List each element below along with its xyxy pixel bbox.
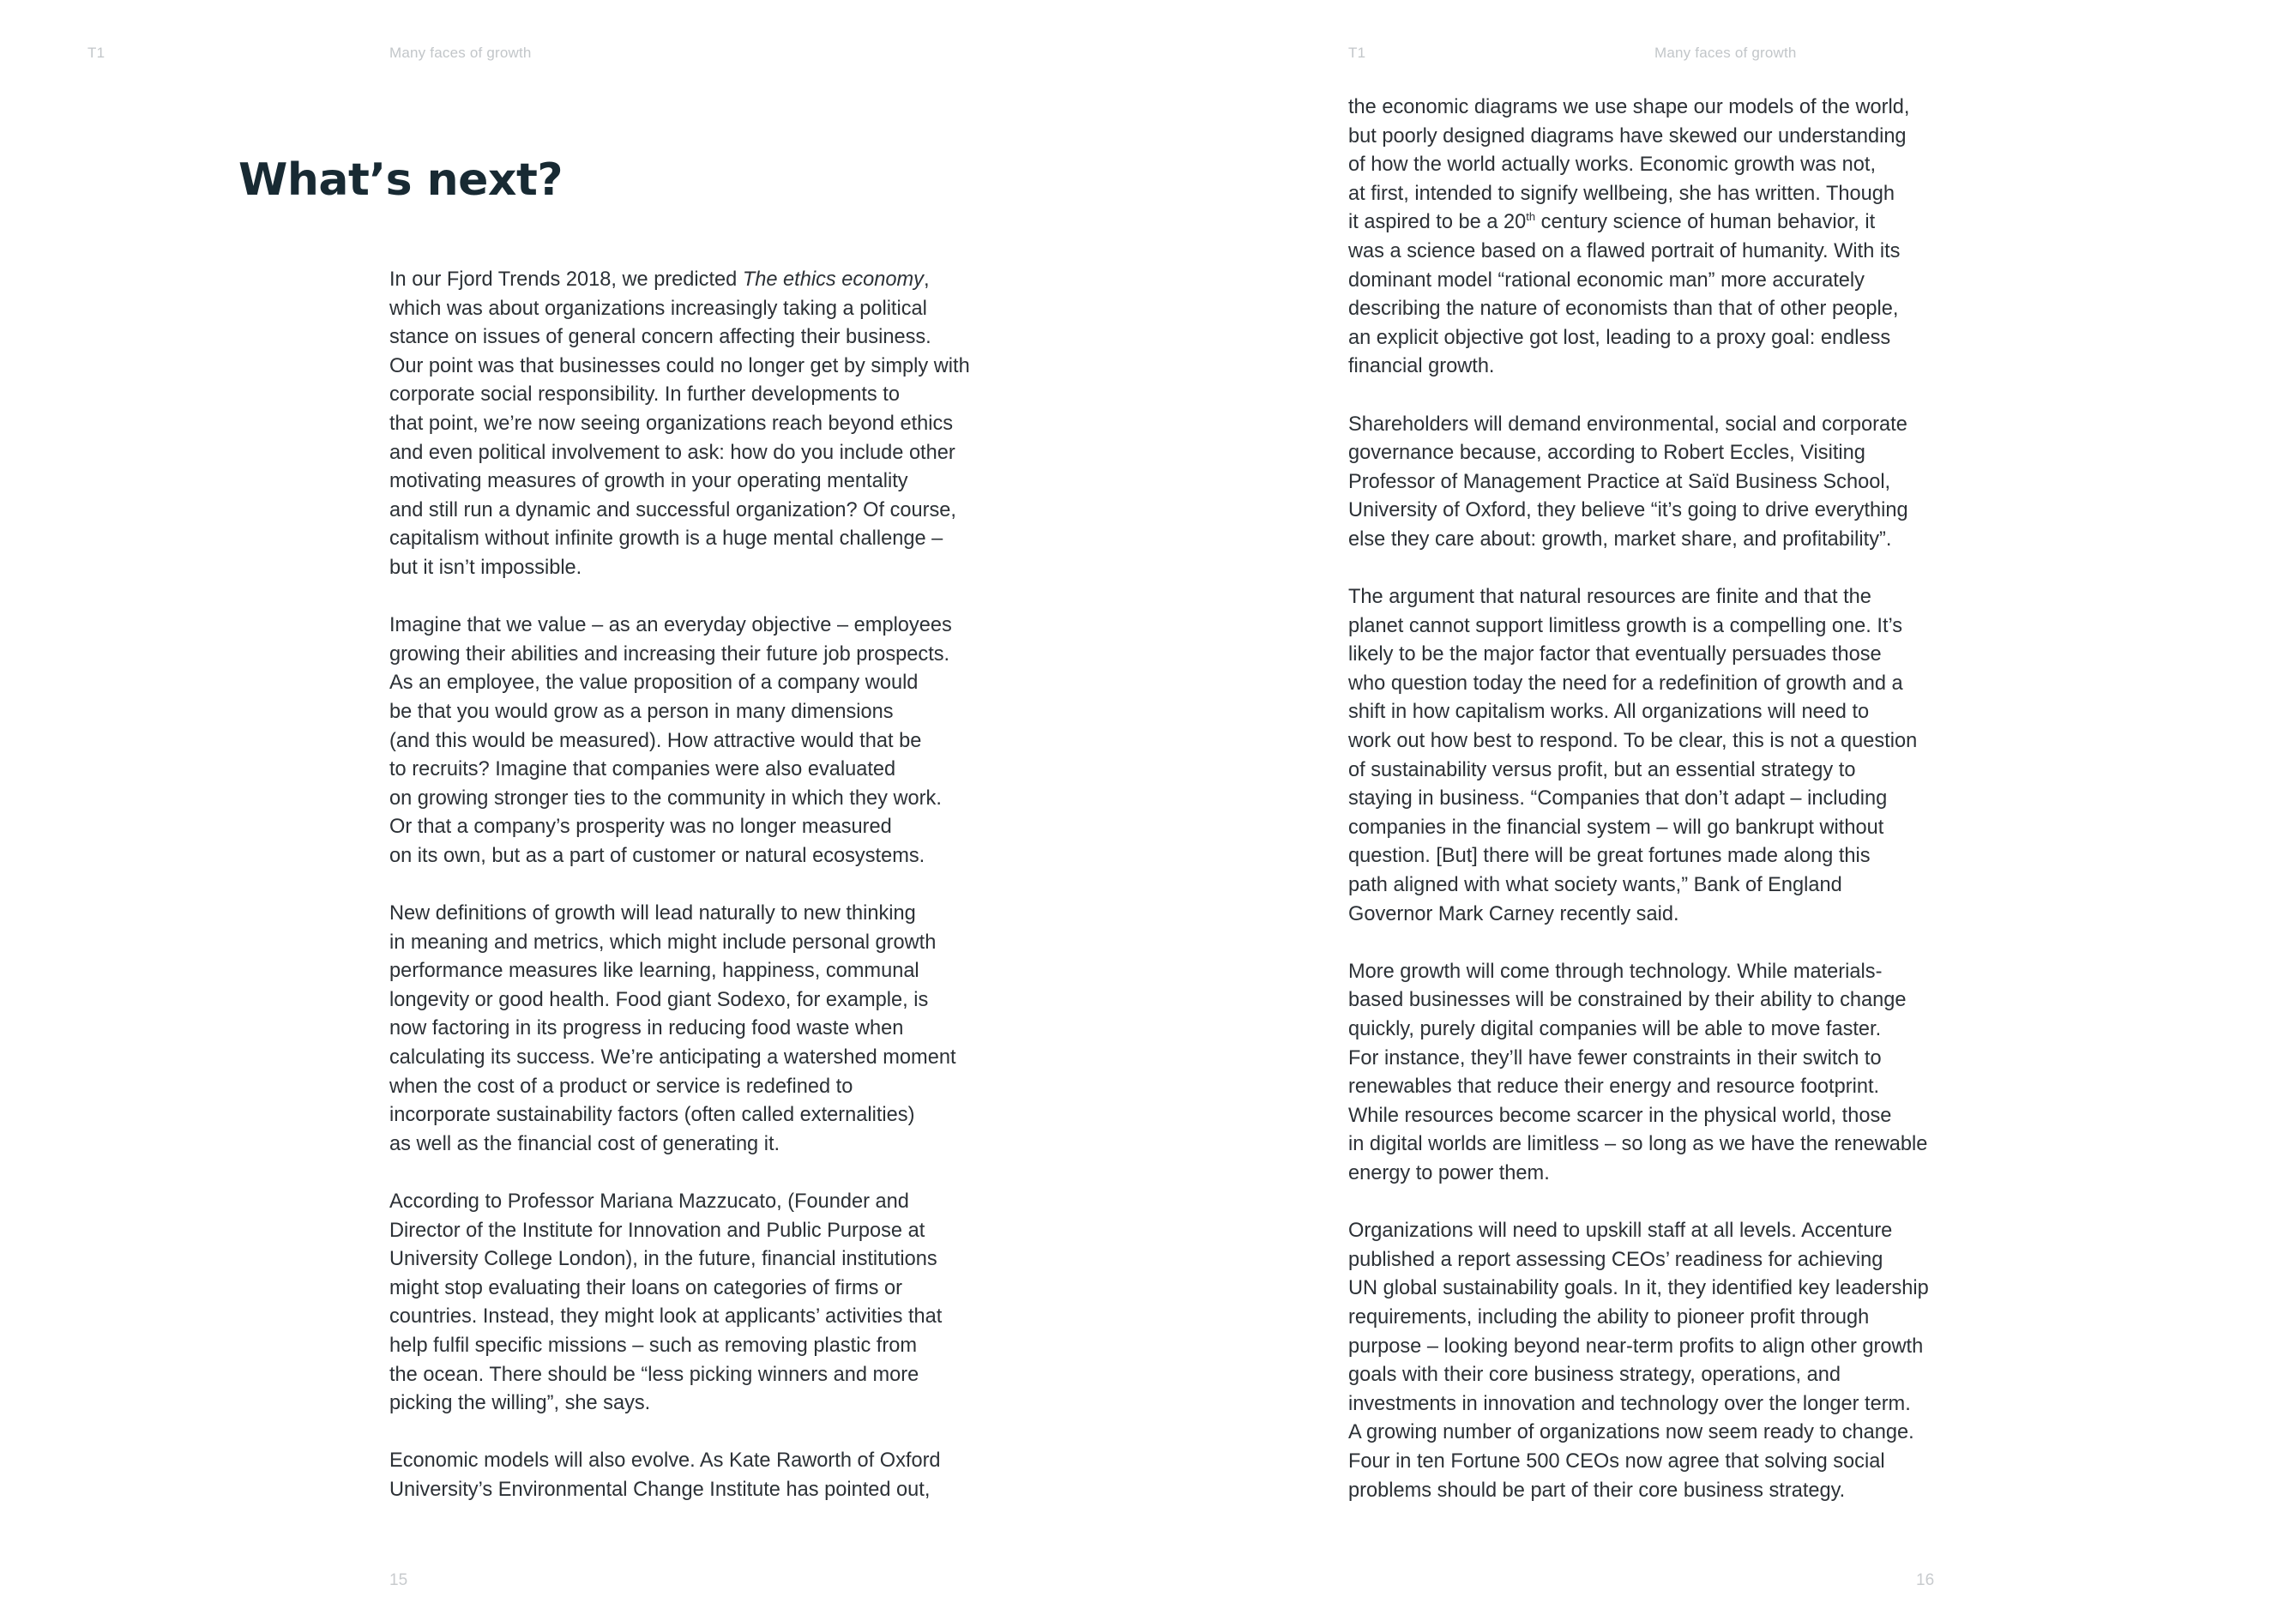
- paragraph-text: century science of human behavior, it was a science based on a flawed portrait of humanity. With its dominant model “rational economic man” more accurately describing the nature of economists than that of other people, an explicit objective got lost, leading to a proxy goal: endless financial growth.: [1348, 211, 1901, 378]
- paragraph-text: , which was about organizations increasingly taking a political stance on issues of general concern affecting their business. Our point was that businesses could no longer get by simply with corporate social responsibility. In further developments to that point, we’re now seeing organizations reach beyond ethics and even political involvement to ask: how do you include other motivating measures of growth in your operating mentality and still run a dynamic and successful organization? Of course, capitalism without infinite growth is a huge mental challenge – but it isn’t impossible.: [389, 268, 970, 579]
- page-number: 15: [389, 1571, 408, 1589]
- paragraph: The argument that natural resources are finite and that the planet cannot support limitless growth is a compelling one. It’s likely to be the major factor that eventually persuades those who question today the need for a redefinition of growth and a shift in how capitalism works. All organizations will need to work out how best to respond. To be clear, this is not a question of sustainability versus profit, but an essential strategy to staying in business. “Companies that don’t adapt – including companies in the financial system – will go bankrupt without question. [But] there will be great fortunes made along this path aligned with what society wants,” Bank of England Governor Mark Carney recently said.: [1348, 586, 1918, 925]
- paragraph: Imagine that we value – as an everyday objective – employees growing their abilities and increasing their future job prospects. As an employee, the value proposition of a company would be that you would grow as a person in many dimensions (and this would be measured). How attractive would that be to recruits? Imagine that companies were also evaluated on growing stronger ties to the community in which they work. Or that a company’s prosperity was no longer measured on its own, but as a part of customer or natural ecosystems.: [389, 614, 952, 867]
- paragraph: According to Professor Mariana Mazzucato, (Founder and Director of the Institute for Innovation and Public Purpose at University College London), in the future, financial institutions might stop evaluating their loans on categories of firms or countries. Instead, they might look at applicants’ activities that help fulfil specific missions – such as removing plastic from the ocean. There should be “less picking winners and more picking the willing”, she says.: [389, 1190, 943, 1415]
- paragraph: Shareholders will demand environmental, social and corporate governance because, according to Robert Eccles, Visiting Professor of Management Practice at Saïd Business School, University of Oxford, they believe “it’s going to drive everything else they care about: growth, market share, and profitability”.: [1348, 413, 1908, 551]
- right-text-column: [1348, 93, 1940, 1505]
- superscript: th: [1526, 210, 1536, 224]
- right-page: [1148, 0, 2296, 1621]
- running-title: Many faces of growth: [1654, 45, 1797, 61]
- left-text-column: [389, 266, 981, 1505]
- section-code: T1: [87, 45, 105, 61]
- page-number: 16: [1916, 1571, 1935, 1589]
- page-heading: What’s next?: [238, 154, 563, 206]
- paragraph: Organizations will need to upskill staff at all levels. Accenture published a report assessing CEOs’ readiness for achieving UN global sustainability goals. In it, they identified key leadership requirements, including the ability to pioneer profit through purpose – looking beyond near-term profits to align other growth goals with their core business strategy, operations, and investments in innovation and technology over the longer term. A growing number of organizations now seem ready to change. Four in ten Fortune 500 CEOs now agree that solving social problems should be part of their core business strategy.: [1348, 1220, 1929, 1502]
- running-title: Many faces of growth: [389, 45, 532, 61]
- paragraph: [389, 266, 981, 583]
- paragraph-text: In our Fjord Trends 2018, we predicted: [389, 268, 743, 291]
- paragraph: Economic models will also evolve. As Kate Raworth of Oxford University’s Environmental Change Institute has pointed out,: [389, 1449, 941, 1501]
- paragraph: [1348, 93, 1940, 382]
- section-code: T1: [1348, 45, 1366, 61]
- italic-title: The ethics economy: [742, 268, 924, 291]
- paragraph: New definitions of growth will lead naturally to new thinking in meaning and metrics, which might include personal growth performance measures like learning, happiness, communal longevity or good health. Food giant Sodexo, for example, is now factoring in its progress in reducing food waste when calculating its success. We’re anticipating a watershed moment when the cost of a product or service is redefined to incorporate sustainability factors (often called externalities) as well as the financial cost of generating it.: [389, 902, 956, 1155]
- paragraph: More growth will come through technology. While materials- based businesses will be constrained by their ability to change quickly, purely digital companies will be able to move faster. For instance, they’ll have fewer constraints in their switch to renewables that reduce their energy and resource footprint. While resources become scarcer in the physical world, those in digital worlds are limitless – so long as we have the renewable energy to power them.: [1348, 960, 1928, 1184]
- paragraph-text: the economic diagrams we use shape our models of the world, but poorly designed diagrams have skewed our understanding of how the world actually works. Economic growth was not, at first, intended to signify wellbeing, she has written. Though it aspired to be a 20: [1348, 96, 1910, 234]
